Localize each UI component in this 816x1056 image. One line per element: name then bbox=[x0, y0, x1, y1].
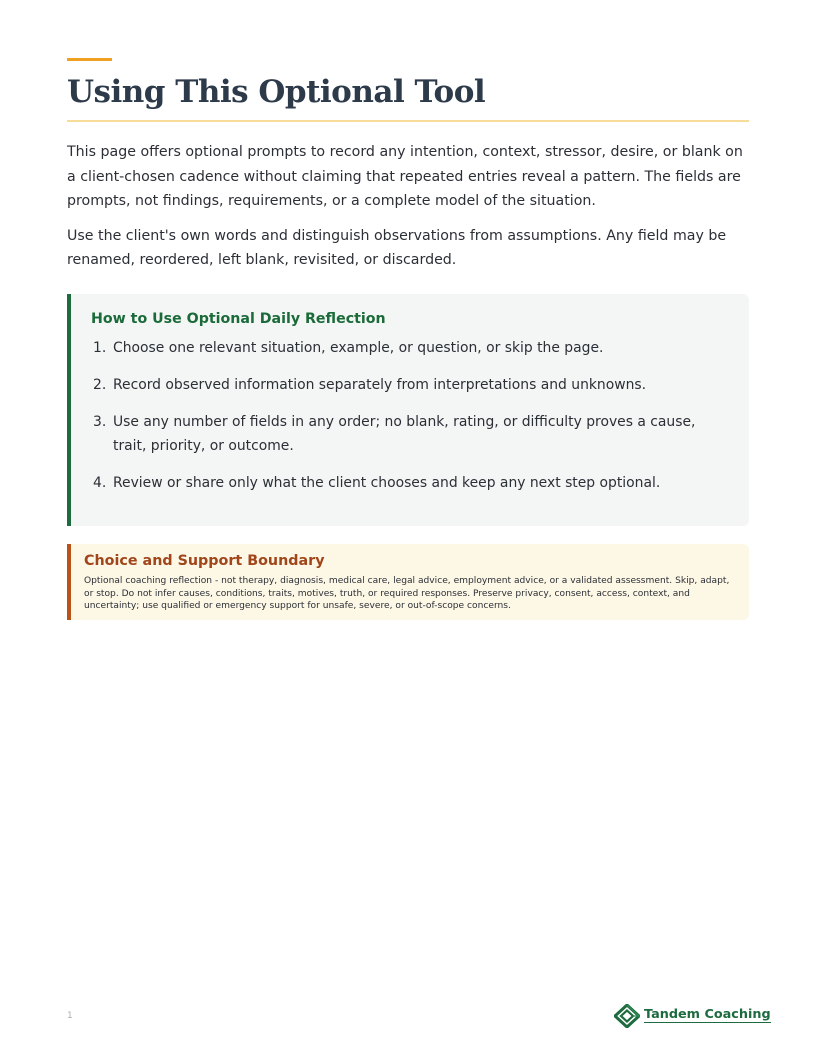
how-to-steps-list bbox=[93, 336, 713, 508]
boundary-title: Choice and Support Boundary bbox=[84, 553, 325, 569]
interlocking-diamond-logo-icon bbox=[614, 1004, 640, 1028]
step-text: Review or share only what the client chooses and keep any next step optional. bbox=[113, 475, 661, 491]
step-number: 2. bbox=[93, 377, 107, 393]
intro-section bbox=[67, 140, 749, 283]
step-text: Choose one relevant situation, example, or question, or skip the page. bbox=[113, 340, 604, 356]
how-to-step bbox=[93, 373, 713, 397]
page-number: 1 bbox=[67, 1011, 73, 1021]
step-number: 1. bbox=[93, 340, 107, 356]
how-to-step bbox=[93, 410, 713, 458]
step-number: 3. bbox=[93, 414, 107, 430]
title-accent-rule bbox=[67, 58, 112, 61]
how-to-callout bbox=[67, 294, 749, 526]
how-to-step bbox=[93, 336, 713, 360]
how-to-step bbox=[93, 471, 713, 495]
page-title: Using This Optional Tool bbox=[67, 74, 486, 110]
step-number: 4. bbox=[93, 475, 107, 491]
title-divider bbox=[67, 120, 749, 122]
intro-paragraph-2: Use the client's own words and distinguish observations from assumptions. Any field may be renamed, reordered, left blank, revisited, or discarded. bbox=[67, 227, 727, 268]
intro-paragraph-1: This page offers optional prompts to record any intention, context, stressor, desire, or blank on a client-chosen cadence without claiming that repeated entries reveal a pattern. The fields are prompts, not findings, requirements, or a complete model of the situation. bbox=[67, 144, 743, 209]
how-to-title: How to Use Optional Daily Reflection bbox=[91, 311, 386, 327]
boundary-text: Optional coaching reflection - not therapy, diagnosis, medical care, legal advice, employment advice, or a validated assessment. Skip, adapt, or stop. Do not infer causes, conditions, traits, motives, truth, or required responses. Preserve privacy, consent, access, context, and uncertainty; use qualified or emergency support for unsafe, severe, or out-of-scope concerns. bbox=[84, 576, 730, 612]
step-text: Record observed information separately from interpretations and unknowns. bbox=[113, 377, 647, 393]
step-text: Use any number of fields in any order; no blank, rating, or difficulty proves a cause, trait, priority, or outcome. bbox=[113, 414, 696, 454]
brand-name: Tandem Coaching bbox=[644, 1007, 771, 1022]
boundary-callout bbox=[67, 544, 749, 620]
brand-logo bbox=[614, 1004, 771, 1028]
